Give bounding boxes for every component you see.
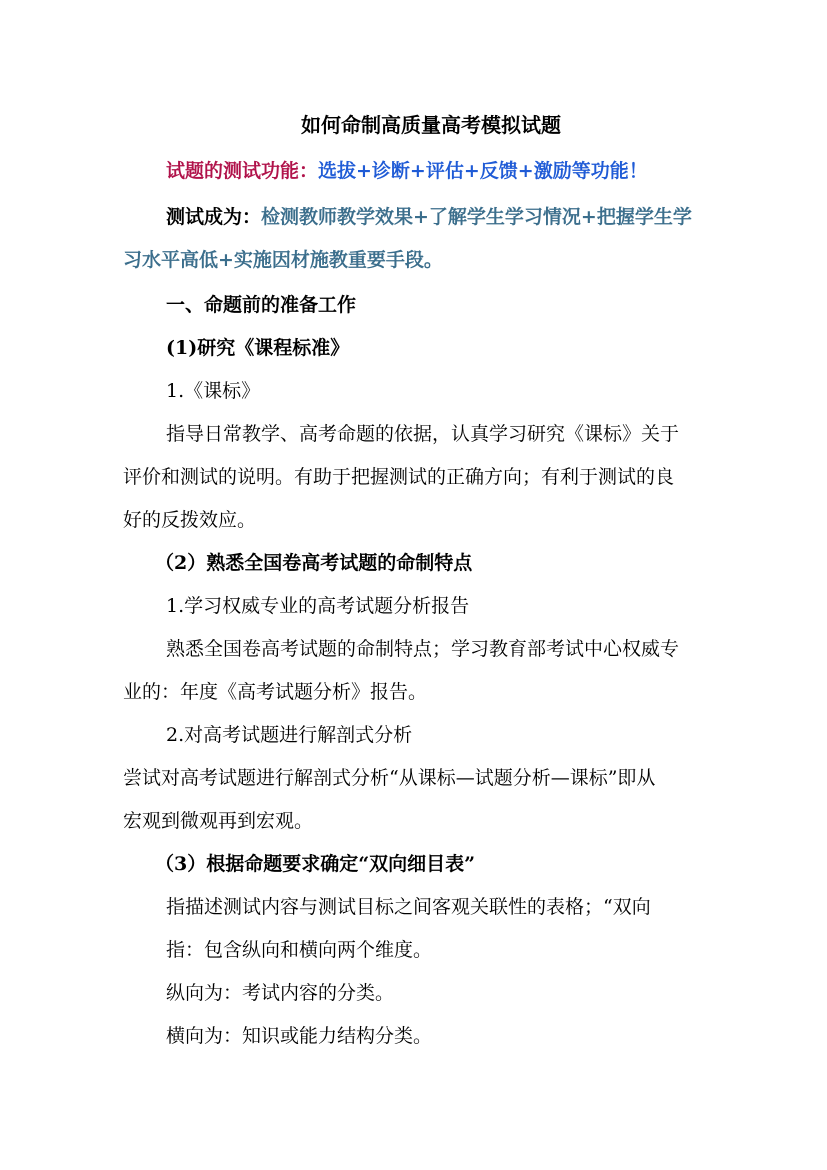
sub2-para1-line-2: 业的：年度《高考试题分析》报告。	[123, 681, 428, 703]
sub2-item-1: 1.学习权威专业的高考试题分析报告	[166, 595, 470, 617]
sub2-para1-line-1: 熟悉全国卷高考试题的命制特点；学习教育部考试中心权威专	[166, 638, 680, 660]
section1-heading: 一、命题前的准备工作	[166, 294, 357, 316]
sub1-heading: (1)研究《课程标准》	[166, 337, 350, 359]
test-function-text: 选拔+诊断+评估+反馈+激励等功能！	[318, 160, 648, 182]
test-becomes-line	[166, 205, 692, 229]
sub3-heading: （3）根据命题要求确定“双向细目表”	[155, 853, 476, 875]
sub1-para-line-3: 好的反拨效应。	[123, 509, 257, 531]
sub1-para-line-2: 评价和测试的说明。有助于把握测试的正确方向；有利于测试的良	[123, 466, 675, 488]
sub3-line-3: 纵向为：考试内容的分类。	[166, 982, 395, 1004]
test-function-line	[166, 159, 648, 183]
sub1-para-line-1: 指导日常教学、高考命题的依据，认真学习研究《课标》关于	[166, 423, 680, 445]
sub2-heading: （2）熟悉全国卷高考试题的命制特点	[155, 552, 473, 574]
sub3-line-4: 横向为：知识或能力结构分类。	[166, 1025, 433, 1047]
sub2-para2-line-1: 尝试对高考试题进行解剖式分析“从课标—试题分析—课标”即从	[123, 767, 656, 789]
sub1-item: 1.《课标》	[166, 380, 261, 402]
sub3-line-1: 指描述测试内容与测试目标之间客观关联性的表格；“双向	[166, 896, 651, 918]
test-function-label: 试题的测试功能：	[166, 160, 319, 182]
sub2-para2-line-2: 宏观到微观再到宏观。	[123, 810, 314, 832]
test-becomes-text-1: 检测教师教学效果+了解学生学习情况+把握学生学	[261, 206, 692, 228]
sub3-line-2: 指：包含纵向和横向两个维度。	[166, 939, 433, 961]
test-becomes-label: 测试成为：	[166, 206, 262, 228]
document-title: 如何命制高质量高考模拟试题	[301, 113, 561, 137]
sub2-item-2: 2.对高考试题进行解剖式分析	[166, 724, 413, 746]
test-becomes-text-2: 习水平高低+实施因材施教重要手段。	[123, 249, 443, 271]
